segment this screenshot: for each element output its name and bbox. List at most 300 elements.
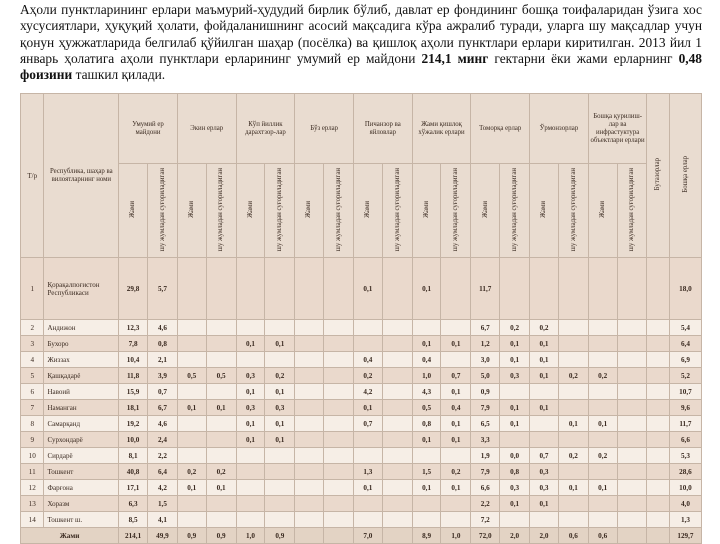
table-cell: 0,1	[530, 336, 559, 352]
table-cell	[441, 320, 471, 336]
row-number: 10	[21, 448, 44, 464]
table-cell	[177, 432, 206, 448]
table-cell	[206, 416, 236, 432]
region-name: Навоий	[44, 384, 119, 400]
table-cell: 17,1	[119, 480, 148, 496]
row-number: 11	[21, 464, 44, 480]
table-cell: 0,1	[441, 416, 471, 432]
table-cell	[647, 368, 669, 384]
col-header-other-land: Бошқа ерлар	[669, 94, 701, 258]
table-cell	[265, 352, 295, 368]
table-cell: 1,2	[471, 336, 500, 352]
intro-paragraph	[20, 2, 702, 83]
table-cell	[617, 432, 647, 448]
table-cell: 0,6	[588, 528, 617, 544]
table-cell: 7,0	[353, 528, 382, 544]
table-cell: 0,1	[353, 258, 382, 320]
table-cell	[324, 400, 354, 416]
region-name: Хоразм	[44, 496, 119, 512]
intro-text-2: гектарни ёки жами ерларнинг	[494, 50, 673, 66]
table-cell: 4,0	[669, 496, 701, 512]
table-cell	[236, 512, 265, 528]
table-cell	[177, 416, 206, 432]
table-cell: 0,1	[412, 432, 441, 448]
table-row	[21, 432, 702, 448]
table-cell	[617, 496, 647, 512]
table-cell: 1,3	[669, 512, 701, 528]
table-cell	[382, 258, 412, 320]
table-cell: 10,0	[669, 480, 701, 496]
table-cell: 4,6	[147, 320, 177, 336]
region-name: Сурхондарё	[44, 432, 119, 448]
subheader-irrigated: шу жумладан суғориладиган	[206, 164, 236, 258]
table-cell: 3,0	[471, 352, 500, 368]
table-cell	[647, 464, 669, 480]
table-cell	[324, 480, 354, 496]
row-number: 1	[21, 258, 44, 320]
table-cell	[236, 496, 265, 512]
table-cell: 1,5	[412, 464, 441, 480]
table-cell: 0,5	[412, 400, 441, 416]
group-header: Умумий ер майдони	[119, 94, 178, 164]
table-cell	[236, 464, 265, 480]
table-cell: 0,1	[558, 416, 588, 432]
table-cell: 0,1	[236, 384, 265, 400]
table-cell: 0,1	[500, 400, 530, 416]
table-cell: 5,4	[669, 320, 701, 336]
table-cell: 0,1	[441, 432, 471, 448]
table-cell	[530, 258, 559, 320]
table-cell	[382, 528, 412, 544]
table-cell	[324, 496, 354, 512]
group-header: Жами қишлоқ хўжалик ерлари	[412, 94, 471, 164]
table-cell	[412, 512, 441, 528]
table-cell: 6,9	[669, 352, 701, 368]
table-cell: 6,7	[147, 400, 177, 416]
table-cell: 0,9	[265, 528, 295, 544]
region-name: Тошкент	[44, 464, 119, 480]
table-cell	[324, 368, 354, 384]
table-cell	[265, 258, 295, 320]
table-cell: 0,5	[177, 368, 206, 384]
table-row	[21, 416, 702, 432]
table-cell	[441, 448, 471, 464]
table-cell	[324, 512, 354, 528]
table-cell	[647, 496, 669, 512]
table-cell: 0,2	[441, 464, 471, 480]
table-cell	[530, 512, 559, 528]
table-cell: 0,7	[441, 368, 471, 384]
table-cell	[353, 448, 382, 464]
table-cell: 0,1	[177, 480, 206, 496]
table-cell: 5,0	[471, 368, 500, 384]
table-cell: 1,0	[441, 528, 471, 544]
table-cell	[558, 336, 588, 352]
table-cell	[558, 432, 588, 448]
table-row	[21, 384, 702, 400]
table-cell: 0,9	[177, 528, 206, 544]
table-cell: 0,2	[558, 448, 588, 464]
table-row	[21, 336, 702, 352]
table-cell: 6,5	[471, 416, 500, 432]
table-cell	[647, 352, 669, 368]
table-cell	[558, 400, 588, 416]
table-cell: 18,1	[119, 400, 148, 416]
table-cell	[206, 384, 236, 400]
table-cell	[236, 352, 265, 368]
table-cell: 0,3	[500, 480, 530, 496]
table-cell: 0,1	[412, 336, 441, 352]
table-cell	[382, 400, 412, 416]
table-cell	[588, 432, 617, 448]
table-cell	[617, 480, 647, 496]
table-cell: 8,1	[119, 448, 148, 464]
table-cell: 7,2	[471, 512, 500, 528]
table-cell	[295, 512, 324, 528]
table-cell: 0,1	[353, 400, 382, 416]
table-cell: 0,1	[265, 432, 295, 448]
table-cell	[617, 336, 647, 352]
table-cell: 0,3	[530, 480, 559, 496]
row-number: 13	[21, 496, 44, 512]
table-cell: 2,2	[147, 448, 177, 464]
table-cell	[588, 336, 617, 352]
table-cell: 0,1	[353, 480, 382, 496]
table-cell	[588, 258, 617, 320]
table-cell: 3,9	[147, 368, 177, 384]
table-cell	[558, 352, 588, 368]
table-cell: 2,2	[471, 496, 500, 512]
table-cell: 11,8	[119, 368, 148, 384]
table-cell	[382, 368, 412, 384]
table-cell: 0,2	[177, 464, 206, 480]
table-cell	[647, 400, 669, 416]
table-cell	[295, 496, 324, 512]
table-cell	[500, 384, 530, 400]
table-cell: 1,9	[471, 448, 500, 464]
row-number: 9	[21, 432, 44, 448]
table-cell	[382, 384, 412, 400]
subheader-total: Жами	[412, 164, 441, 258]
region-name: Жиззах	[44, 352, 119, 368]
table-cell	[177, 384, 206, 400]
table-cell	[617, 384, 647, 400]
table-cell	[588, 320, 617, 336]
table-cell: 5,2	[669, 368, 701, 384]
table-cell	[647, 512, 669, 528]
table-cell	[382, 416, 412, 432]
table-cell	[324, 320, 354, 336]
table-cell: 0,7	[353, 416, 382, 432]
row-number: 2	[21, 320, 44, 336]
table-cell: 15,9	[119, 384, 148, 400]
table-cell	[265, 512, 295, 528]
table-cell: 0,3	[236, 368, 265, 384]
intro-text-1: Аҳоли пунктларининг ерлари маъмурий-ҳудудий бирлик бўлиб, давлат ер фондининг бошқа тоифаларидан ўзига хос хусусиятлари, ҳуқуқий ҳолати, фойдаланишнинг асосий мақсадига кўра ажралиб туради, уларга шу мақсадлар учун қонун ҳужжатларида белгилаб қўйилган шаҳар (посёлка) ва қишлоқ аҳоли пунктлари ерлари киритилган. 2013 йил 1 январь ҳолатига аҳоли пунктлари ерларининг умумий ер майдони	[20, 2, 702, 66]
table-cell	[382, 352, 412, 368]
table-cell: 2,1	[147, 352, 177, 368]
subheader-row	[21, 164, 702, 258]
table-cell	[295, 352, 324, 368]
table-cell: 0,2	[206, 464, 236, 480]
group-header: Пичанзор ва яйловлар	[353, 94, 412, 164]
table-cell: 0,3	[265, 400, 295, 416]
table-cell: 5,7	[147, 258, 177, 320]
region-name: Тошкент ш.	[44, 512, 119, 528]
intro-text-3: ташкил қилади.	[75, 67, 166, 83]
table-cell: 49,9	[147, 528, 177, 544]
table-cell: 214,1	[119, 528, 148, 544]
table-cell	[206, 352, 236, 368]
table-cell	[177, 320, 206, 336]
table-cell	[500, 432, 530, 448]
table-cell	[588, 400, 617, 416]
table-cell	[617, 258, 647, 320]
table-cell	[382, 320, 412, 336]
table-cell	[265, 480, 295, 496]
total-label: Жами	[21, 528, 119, 544]
table-cell	[412, 496, 441, 512]
table-cell	[530, 384, 559, 400]
table-cell	[295, 464, 324, 480]
table-cell	[265, 448, 295, 464]
table-cell: 4,2	[353, 384, 382, 400]
table-cell	[206, 432, 236, 448]
table-cell: 0,8	[412, 416, 441, 432]
table-cell	[558, 464, 588, 480]
table-cell	[441, 512, 471, 528]
land-table	[20, 93, 702, 544]
table-cell	[617, 368, 647, 384]
table-cell	[353, 336, 382, 352]
table-cell	[558, 258, 588, 320]
table-cell	[295, 384, 324, 400]
table-cell: 0,8	[147, 336, 177, 352]
table-cell	[265, 320, 295, 336]
table-cell: 8,9	[412, 528, 441, 544]
table-cell: 0,1	[265, 384, 295, 400]
table-cell: 0,1	[265, 336, 295, 352]
table-cell	[500, 512, 530, 528]
group-header: Кўп йиллик дарахтзор-лар	[236, 94, 295, 164]
subheader-irrigated: шу жумладан суғориладиган	[500, 164, 530, 258]
table-cell	[382, 512, 412, 528]
table-cell	[295, 400, 324, 416]
table-cell: 0,3	[500, 368, 530, 384]
table-cell: 129,7	[669, 528, 701, 544]
table-cell: 1,5	[147, 496, 177, 512]
group-header: Ўрмонзорлар	[530, 94, 589, 164]
table-row	[21, 480, 702, 496]
table-cell: 2,4	[147, 432, 177, 448]
table-cell	[324, 432, 354, 448]
table-cell	[295, 528, 324, 544]
subheader-irrigated: шу жумладан суғориладиган	[558, 164, 588, 258]
table-cell	[324, 258, 354, 320]
table-cell: 0,5	[206, 368, 236, 384]
table-cell: 7,9	[471, 464, 500, 480]
table-cell	[647, 448, 669, 464]
table-row	[21, 400, 702, 416]
table-cell	[617, 320, 647, 336]
table-cell	[236, 480, 265, 496]
table-cell: 6,6	[471, 480, 500, 496]
table-cell	[353, 432, 382, 448]
table-cell: 0,4	[353, 352, 382, 368]
subheader-irrigated: шу жумладан суғориладиган	[265, 164, 295, 258]
table-cell: 0,2	[500, 320, 530, 336]
table-cell: 10,0	[119, 432, 148, 448]
table-cell	[236, 258, 265, 320]
intro-share-value: 0,48 фоизини	[20, 50, 702, 83]
table-cell	[617, 400, 647, 416]
subheader-irrigated: шу жумладан суғориладиган	[441, 164, 471, 258]
table-cell: 18,0	[669, 258, 701, 320]
table-row	[21, 258, 702, 320]
table-cell: 0,7	[530, 448, 559, 464]
table-cell	[206, 512, 236, 528]
table-cell	[324, 336, 354, 352]
table-cell: 0,1	[530, 368, 559, 384]
table-cell: 0,0	[500, 448, 530, 464]
table-cell	[177, 258, 206, 320]
subheader-irrigated: шу жумладан суғориладиган	[147, 164, 177, 258]
table-cell	[177, 496, 206, 512]
table-cell: 0,8	[500, 464, 530, 480]
table-cell	[295, 368, 324, 384]
table-cell: 11,7	[471, 258, 500, 320]
table-cell	[353, 496, 382, 512]
table-cell	[206, 448, 236, 464]
table-cell: 0,1	[441, 480, 471, 496]
region-name: Бухоро	[44, 336, 119, 352]
table-cell: 0,7	[147, 384, 177, 400]
row-number: 4	[21, 352, 44, 368]
table-cell	[382, 448, 412, 464]
group-header: Бўз ерлар	[295, 94, 354, 164]
table-cell	[617, 448, 647, 464]
table-cell: 0,1	[588, 416, 617, 432]
table-row	[21, 464, 702, 480]
table-cell	[265, 464, 295, 480]
intro-area-value: 214,1 минг	[421, 50, 489, 66]
table-cell	[295, 320, 324, 336]
table-cell: 11,7	[669, 416, 701, 432]
table-cell	[382, 336, 412, 352]
table-cell: 19,2	[119, 416, 148, 432]
table-cell	[324, 464, 354, 480]
row-number: 12	[21, 480, 44, 496]
table-cell: 1,0	[412, 368, 441, 384]
table-cell: 0,4	[412, 352, 441, 368]
table-cell	[558, 384, 588, 400]
subheader-total: Жами	[119, 164, 148, 258]
table-cell: 4,1	[147, 512, 177, 528]
table-cell: 4,3	[412, 384, 441, 400]
table-total-row	[21, 528, 702, 544]
table-cell: 28,6	[669, 464, 701, 480]
table-cell	[324, 352, 354, 368]
table-cell: 0,1	[236, 432, 265, 448]
subheader-irrigated: шу жумладан суғориладиган	[617, 164, 647, 258]
table-cell	[530, 432, 559, 448]
table-cell: 0,1	[500, 336, 530, 352]
table-cell: 0,2	[558, 368, 588, 384]
row-number: 6	[21, 384, 44, 400]
group-header: Бошқа қурилиш-лар ва инфрастуктура объектлари ерлари	[588, 94, 647, 164]
table-cell	[295, 258, 324, 320]
subheader-irrigated: шу жумладан суғориладиган	[382, 164, 412, 258]
table-cell: 7,8	[119, 336, 148, 352]
table-cell	[647, 384, 669, 400]
table-cell: 0,1	[441, 336, 471, 352]
table-cell: 0,9	[206, 528, 236, 544]
table-row	[21, 352, 702, 368]
table-cell: 8,5	[119, 512, 148, 528]
table-cell: 10,7	[669, 384, 701, 400]
table-cell	[588, 512, 617, 528]
subheader-total: Жами	[530, 164, 559, 258]
table-row	[21, 512, 702, 528]
row-number: 5	[21, 368, 44, 384]
table-cell: 72,0	[471, 528, 500, 544]
table-cell: 0,3	[236, 400, 265, 416]
table-cell	[206, 320, 236, 336]
table-cell	[206, 336, 236, 352]
table-cell	[558, 496, 588, 512]
table-cell	[647, 480, 669, 496]
row-number: 8	[21, 416, 44, 432]
land-table-container	[20, 93, 702, 540]
table-cell	[295, 336, 324, 352]
table-cell: 0,1	[588, 480, 617, 496]
table-cell	[295, 416, 324, 432]
region-name: Фарғона	[44, 480, 119, 496]
table-cell	[177, 336, 206, 352]
table-cell: 0,9	[471, 384, 500, 400]
table-cell	[441, 258, 471, 320]
row-number: 7	[21, 400, 44, 416]
subheader-total: Жами	[588, 164, 617, 258]
table-body	[21, 258, 702, 544]
table-cell: 10,4	[119, 352, 148, 368]
region-name: Қашқадарё	[44, 368, 119, 384]
table-cell	[265, 496, 295, 512]
subheader-total: Жами	[295, 164, 324, 258]
group-header: Экин ерлар	[177, 94, 236, 164]
table-cell	[558, 320, 588, 336]
subheader-total: Жами	[177, 164, 206, 258]
table-cell: 4,6	[147, 416, 177, 432]
col-header-number: Т/р	[21, 94, 44, 258]
table-row	[21, 448, 702, 464]
table-cell	[617, 352, 647, 368]
table-cell	[647, 528, 669, 544]
table-cell: 0,1	[500, 416, 530, 432]
table-cell	[295, 480, 324, 496]
table-cell	[295, 432, 324, 448]
table-cell: 6,4	[147, 464, 177, 480]
table-cell: 0,1	[441, 384, 471, 400]
table-cell: 2,0	[500, 528, 530, 544]
table-cell	[324, 384, 354, 400]
table-cell: 0,1	[412, 480, 441, 496]
table-cell: 0,2	[588, 448, 617, 464]
table-cell	[236, 320, 265, 336]
table-cell	[177, 448, 206, 464]
row-number: 14	[21, 512, 44, 528]
table-cell	[324, 448, 354, 464]
